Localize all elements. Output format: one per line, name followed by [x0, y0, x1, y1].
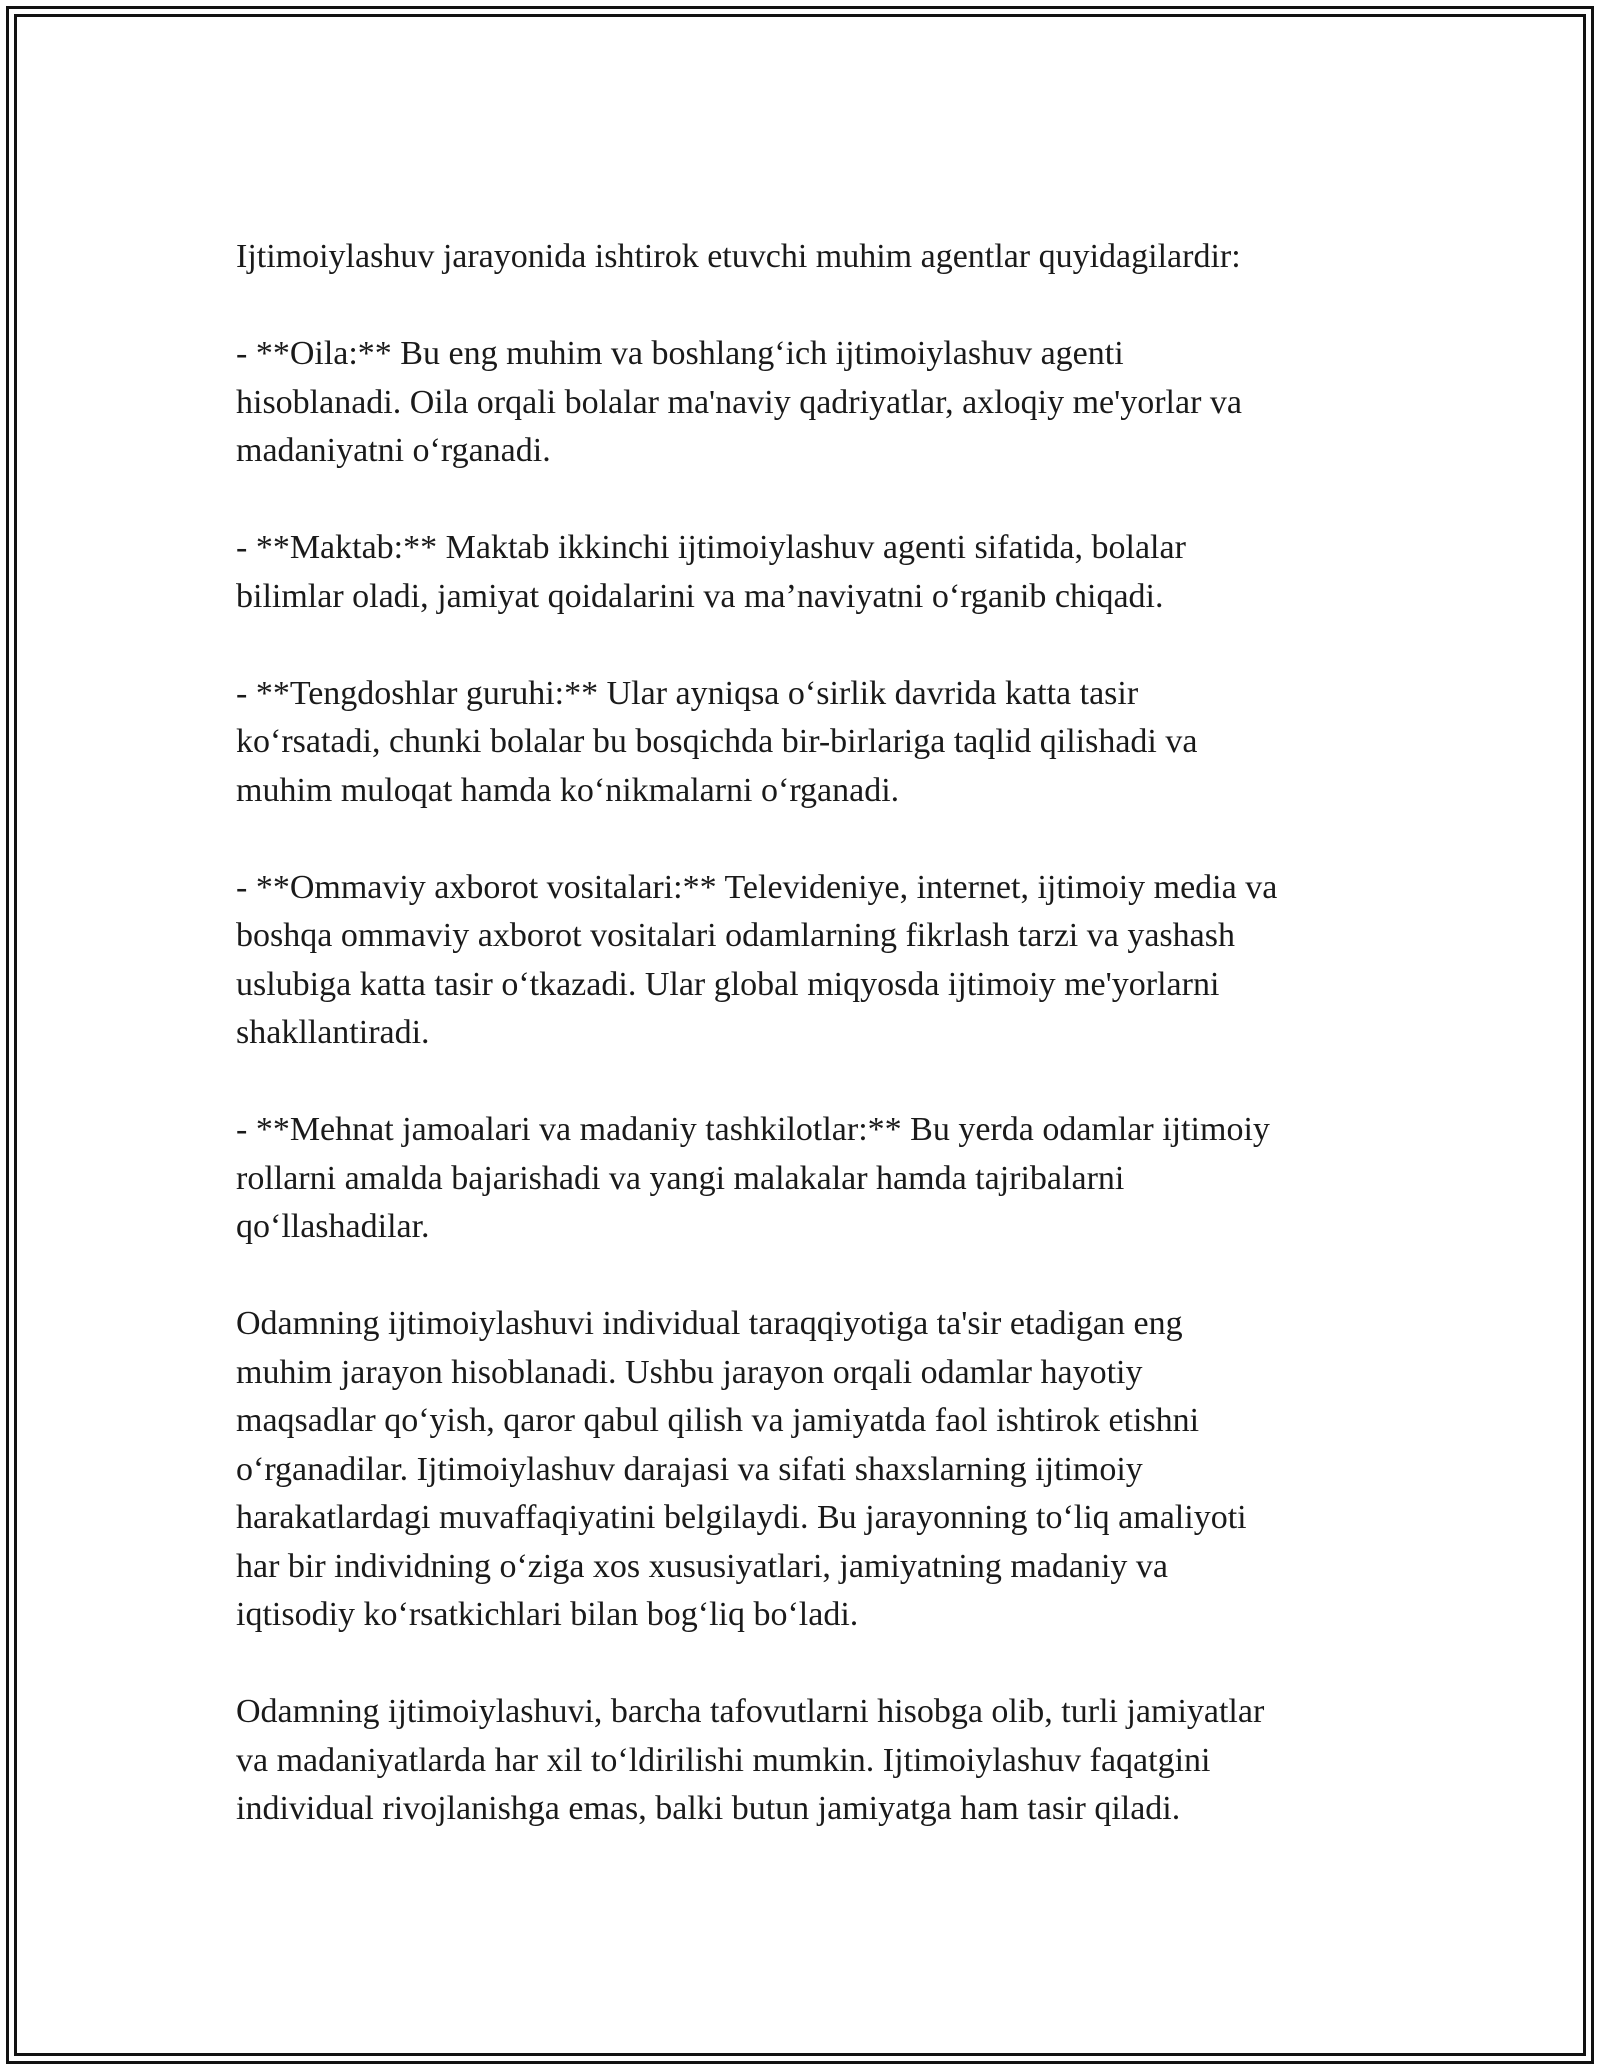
list-item-work: - **Mehnat jamoalari va madaniy tashkilotlar:** Bu yerda odamlar ijtimoiy rollarni amalda bajarishadi va yangi malakalar hamda tajribalarni qo‘llashadilar.: [236, 1111, 1270, 1245]
list-item-school: - **Maktab:** Maktab ikkinchi ijtimoiylashuv agenti sifatida, bolalar bilimlar oladi, jamiyat qoidalarini va ma’naviyatni o‘rganib chiqadi.: [236, 529, 1186, 615]
importance-paragraph: Odamning ijtimoiylashuvi individual taraqqiyotiga ta'sir etadigan eng muhim jarayon hisoblanadi. Ushbu jarayon orqali odamlar hayotiy maqsadlar qo‘yish, qaror qabul qilish va jamiyatda faol ishtirok etishni o‘rganadilar. Ijtimoiylashuv darajasi va sifati shaxslarning ijtimoiy harakatlardagi muvaffaqiyatini belgilaydi. Bu jarayonning to‘liq amaliyoti har bir individning o‘ziga xos xususiyatlari, jamiyatning madaniy va iqtisodiy ko‘rsatkichlari bilan bog‘liq bo‘ladi.: [236, 1305, 1247, 1633]
list-item-media: - **Ommaviy axborot vositalari:** Televideniye, internet, ijtimoiy media va boshqa ommaviy axborot vositalari odamlarning fikrlash tarzi va yashash uslubiga katta tasir o‘tkazadi. Ular global miqyosda ijtimoiy me'yorlarni shakllantiradi.: [236, 868, 1278, 1051]
document-body: [236, 233, 1376, 1834]
intro-paragraph: Ijtimoiylashuv jarayonida ishtirok etuvchi muhim agentlar quyidagilardir:: [236, 238, 1241, 275]
list-item-family: - **Oila:** Bu eng muhim va boshlang‘ich ijtimoiylashuv agenti hisoblanadi. Oila orqali bolalar ma'naviy qadriyatlar, axloqiy me'yorlar va madaniyatni o‘rganadi.: [236, 335, 1243, 469]
list-item-peers: - **Tengdoshlar guruhi:** Ular ayniqsa o‘sirlik davrida katta tasir ko‘rsatadi, chunki bolalar bu bosqichda bir-birlariga taqlid qilishadi va muhim muloqat hamda ko‘nikmalarni o‘rganadi.: [236, 674, 1198, 809]
conclusion-paragraph: Odamning ijtimoiylashuvi, barcha tafovutlarni hisobga olib, turli jamiyatlar va madaniyatlarda har xil to‘ldirilishi mumkin. Ijtimoiylashuv faqatgini individual rivojlanishga emas, balki butun jamiyatga ham tasir qiladi.: [236, 1693, 1265, 1827]
